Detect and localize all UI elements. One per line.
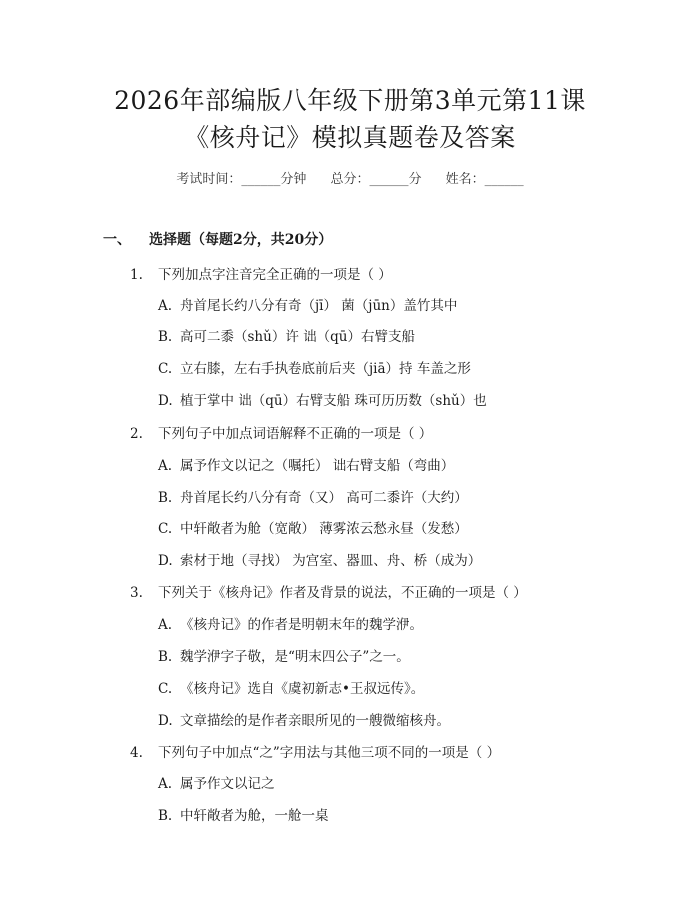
- option-letter: B.: [158, 808, 173, 824]
- question-number: 1.: [130, 267, 143, 283]
- question-number: 2.: [130, 426, 143, 442]
- section-heading: [103, 229, 332, 249]
- option-letter: C.: [158, 681, 173, 697]
- option-letter: D.: [158, 553, 173, 569]
- answer-option: [158, 325, 415, 345]
- option-text: 《核舟记》选自《虞初新志•王叔远传》。: [180, 681, 425, 697]
- option-text: 属予作文以记之: [180, 776, 275, 792]
- section-number: 一、: [103, 232, 131, 248]
- question-text: 下列加点字注音完全正确的一项是（ ）: [158, 267, 392, 283]
- page-title-line2: 《核舟记》模拟真题卷及答案: [184, 123, 516, 152]
- question-stem: [130, 741, 500, 761]
- question-number: 3.: [130, 585, 143, 601]
- option-text: 魏学洢字子敬，是“明末四公子”之一。: [180, 649, 410, 665]
- option-text: 高可二黍（shǔ）许 诎（qū）右臂支船: [180, 329, 415, 345]
- option-letter: B.: [158, 649, 173, 665]
- option-text: 舟首尾长约八分有奇（又） 高可二黍许（大约）: [180, 490, 468, 506]
- option-letter: D.: [158, 393, 173, 409]
- total-score-field: 总分：______分: [330, 172, 422, 187]
- page-title-line1: 2026年部编版八年级下册第3单元第11课: [114, 86, 586, 115]
- answer-option: [158, 486, 468, 506]
- option-letter: C.: [158, 361, 173, 377]
- answer-option: [158, 549, 481, 569]
- option-text: 立右膝，左右手执卷底前后夹（jiā）持 车盖之形: [180, 361, 471, 377]
- question-text: 下列句子中加点词语解释不正确的一项是（ ）: [158, 426, 433, 442]
- option-text: 中轩敞者为舱，一舱一桌: [180, 808, 329, 824]
- option-text: 中轩敞者为舱（宽敞） 薄雾浓云愁永昼（发愁）: [180, 521, 468, 537]
- option-letter: A.: [158, 776, 173, 792]
- question-stem: [130, 581, 527, 601]
- question-number: 4.: [130, 745, 143, 761]
- answer-option: [158, 454, 454, 474]
- answer-option: [158, 804, 329, 824]
- option-text: 《核舟记》的作者是明朝末年的魏学洢。: [180, 617, 423, 633]
- answer-option: [158, 613, 423, 633]
- answer-option: [158, 294, 457, 314]
- question-stem: [130, 263, 392, 283]
- option-letter: A.: [158, 298, 173, 314]
- answer-option: [158, 709, 450, 729]
- exam-time-field: 考试时间：______分钟: [176, 172, 307, 187]
- option-letter: A.: [158, 617, 173, 633]
- student-name-field: 姓名：______: [445, 172, 524, 187]
- question-stem: [130, 422, 432, 442]
- question-text: 下列句子中加点“之”字用法与其他三项不同的一项是（ ）: [158, 745, 501, 761]
- option-letter: B.: [158, 329, 173, 345]
- option-text: 索材于地（寻找） 为宫室、器皿、舟、桥（成为）: [180, 553, 482, 569]
- answer-option: [158, 772, 275, 792]
- answer-option: [158, 677, 424, 697]
- section-label: 选择题（每题2分，共20分）: [149, 232, 333, 248]
- answer-option: [158, 389, 487, 409]
- option-text: 文章描绘的是作者亲眼所见的一艘微缩核舟。: [180, 713, 450, 729]
- exam-meta: [0, 168, 700, 187]
- answer-option: [158, 357, 471, 377]
- option-text: 舟首尾长约八分有奇（jī） 菌（jūn）盖竹其中: [180, 298, 458, 314]
- option-letter: D.: [158, 713, 173, 729]
- option-letter: B.: [158, 490, 173, 506]
- question-text: 下列关于《核舟记》作者及背景的说法，不正确的一项是（ ）: [158, 585, 527, 601]
- option-text: 植于掌中 诎（qū）右臂支船 珠可历历数（shǔ）也: [180, 393, 487, 409]
- answer-option: [158, 517, 468, 537]
- answer-option: [158, 645, 410, 665]
- option-letter: A.: [158, 458, 173, 474]
- option-letter: C.: [158, 521, 173, 537]
- option-text: 属予作文以记之（嘱托） 诎右臂支船（弯曲）: [180, 458, 455, 474]
